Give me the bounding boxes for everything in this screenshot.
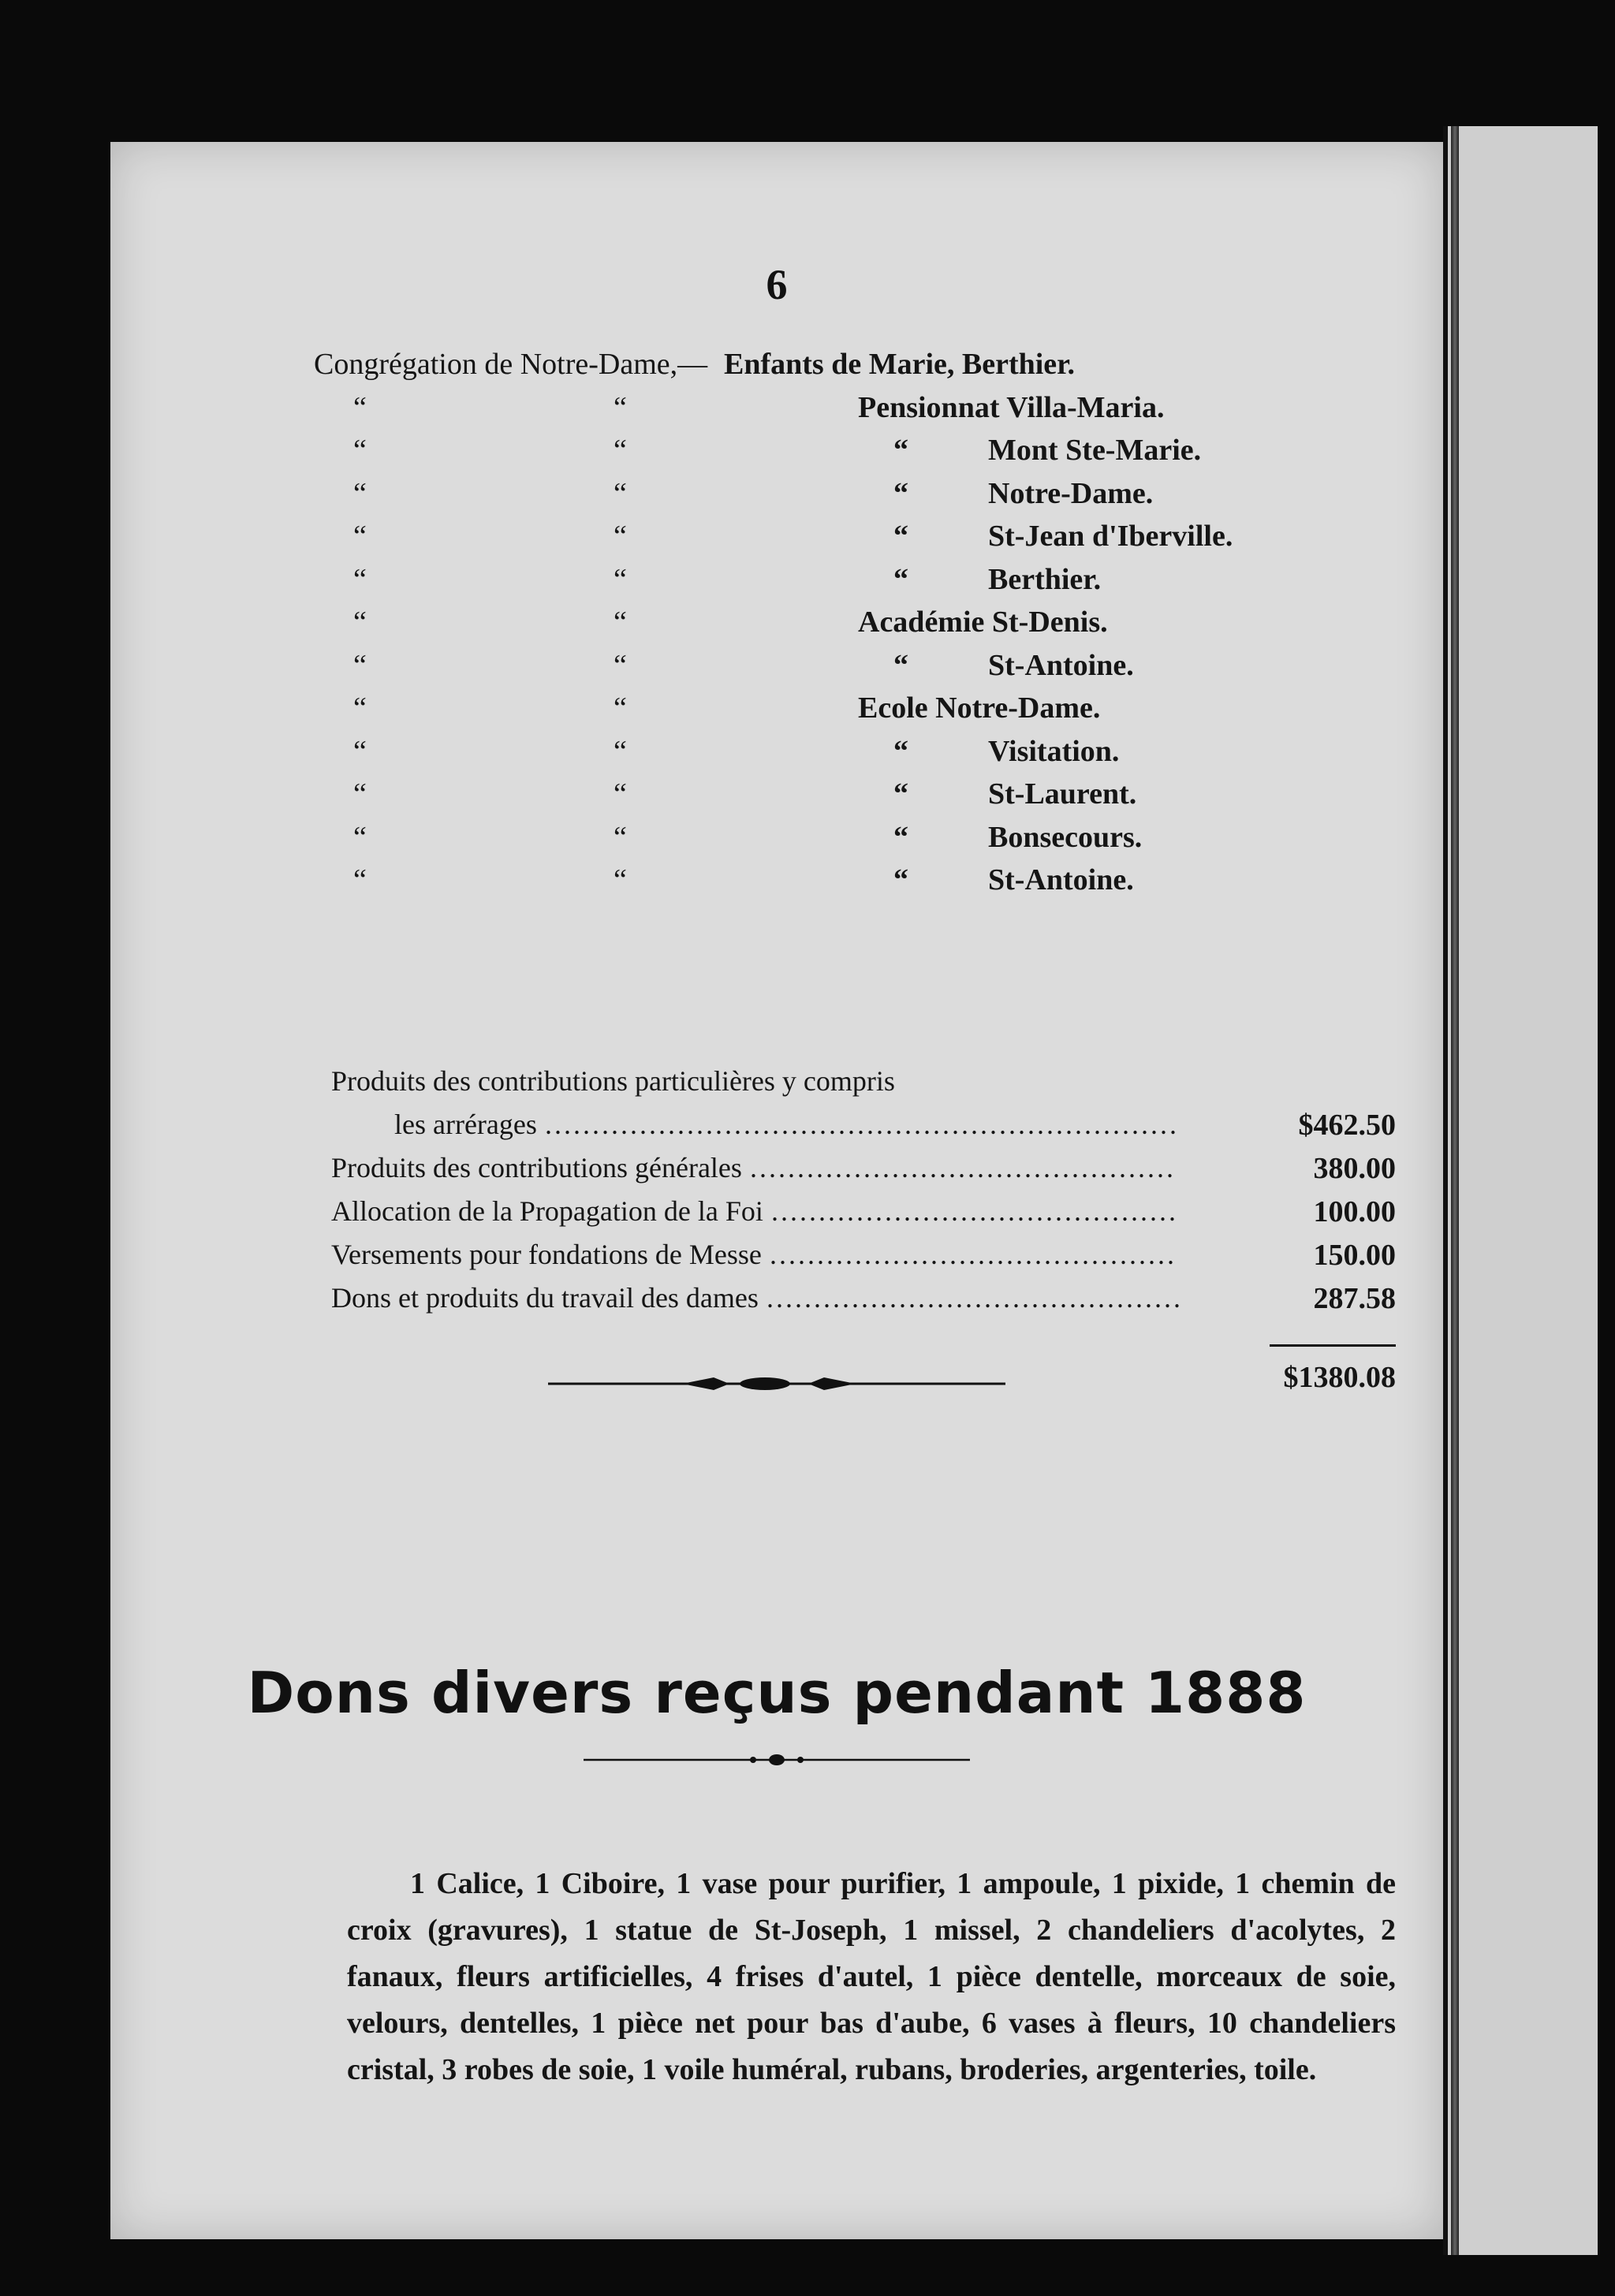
fund-amount: 380.00 [1313, 1152, 1396, 1185]
ditto-mark: “ [614, 562, 627, 596]
ditto-mark: “ [353, 777, 367, 811]
ditto-mark: “ [614, 777, 627, 811]
fund-row [331, 1238, 1396, 1281]
ditto-mark: “ [614, 434, 627, 467]
ditto-mark: “ [893, 734, 908, 768]
ditto-mark: “ [353, 476, 367, 510]
section-title: Dons divers reçus pendant 1888 [247, 1660, 1307, 1726]
ditto-mark: “ [614, 863, 627, 896]
book-page [110, 142, 1443, 2239]
institution-location: Notre-Dame. [988, 476, 1154, 510]
fund-label: Produits des contributions particulières y compris [331, 1065, 895, 1097]
institution-location: Bonsecours. [988, 820, 1143, 854]
ditto-mark: “ [893, 434, 908, 467]
ditto-mark: “ [893, 777, 908, 811]
congregation-row [314, 691, 1418, 734]
ditto-mark: “ [893, 562, 908, 596]
institution-location: St-Jean d'Iberville. [988, 520, 1233, 553]
institution-location: Visitation. [988, 734, 1120, 768]
ditto-mark: “ [353, 820, 367, 854]
ditto-mark: “ [353, 734, 367, 768]
congregation-row [314, 605, 1418, 648]
fund-label: Versements pour fondations de Messe [331, 1239, 762, 1270]
congregation-row [314, 648, 1418, 691]
institution-name: Ecole Notre-Dame. [858, 691, 1101, 725]
ditto-mark: “ [893, 648, 908, 682]
fund-amount: $462.50 [1298, 1109, 1396, 1142]
congregation-row [314, 433, 1418, 476]
ditto-mark: “ [353, 648, 367, 682]
fund-amount: 100.00 [1313, 1195, 1396, 1228]
fund-label: Dons et produits du travail des dames [331, 1282, 759, 1314]
congregation-list [314, 347, 1418, 906]
fund-label: Allocation de la Propagation de la Foi [331, 1195, 763, 1227]
ditto-mark: “ [614, 390, 627, 424]
ditto-mark: “ [614, 520, 627, 553]
ditto-mark: “ [353, 520, 367, 553]
ditto-mark: “ [353, 863, 367, 896]
total-rule [1270, 1344, 1396, 1347]
dot-leader: ............................................. [750, 1152, 1176, 1183]
fund-label: Produits des contributions générales [331, 1152, 742, 1183]
congregation-row [314, 777, 1418, 820]
dot-leader: ........................................... [770, 1239, 1177, 1270]
institution-name: Pensionnat Villa-Maria. [858, 390, 1165, 424]
ditto-mark: “ [353, 562, 367, 596]
ornament-divider-top [110, 1372, 1443, 1400]
ditto-mark: “ [614, 734, 627, 768]
gifts-paragraph: 1 Calice, 1 Ciboire, 1 vase pour purifier, 1 ampoule, 1 pixide, 1 chemin de croix (gravures), 1 statue de St-Joseph, 1 missel, 2 chandeliers d'acolytes, 2 fanaux, fleurs artificielles, 4 frises d'autel, 1 pièce dentelle, morceaux de soie, velours, dentelles, 1 pièce net pour bas d'aube, 6 vases à fleurs, 10 chandeliers cristal, 3 robes de soie, 1 voile huméral, rubans, broderies, argenteries, toile. [347, 1867, 1396, 2086]
ditto-mark: “ [893, 520, 908, 553]
ditto-mark: “ [353, 691, 367, 725]
congregation-row [314, 734, 1418, 777]
congregation-row [314, 562, 1418, 606]
fund-label: les arrérages [394, 1109, 537, 1140]
congregation-row [314, 476, 1418, 520]
ditto-mark: “ [353, 606, 367, 639]
congregation-header-row [314, 347, 1418, 390]
institution-location: St-Laurent. [988, 777, 1137, 811]
facing-page-edge [1443, 126, 1598, 2255]
fund-row [331, 1108, 1396, 1151]
fund-row [331, 1281, 1396, 1325]
ditto-mark: “ [893, 820, 908, 854]
ditto-mark: “ [353, 434, 367, 467]
institution-location: St-Antoine. [988, 648, 1134, 682]
ditto-mark: “ [614, 606, 627, 639]
ditto-mark: “ [893, 863, 908, 896]
dot-leader: ............................................ [766, 1282, 1183, 1314]
ditto-mark: “ [614, 820, 627, 854]
congregation-row [314, 820, 1418, 863]
congregation-header-right: Enfants de Marie, Berthier. [724, 348, 1076, 381]
institution-location: St-Antoine. [988, 863, 1134, 896]
book-spine [1451, 126, 1459, 2255]
ditto-mark: “ [893, 476, 908, 510]
ditto-mark: “ [614, 648, 627, 682]
institution-location: Mont Ste-Marie. [988, 434, 1202, 467]
fund-amount: 150.00 [1313, 1239, 1396, 1272]
total-amount: $1380.08 [1283, 1361, 1396, 1394]
congregation-row [314, 519, 1418, 562]
ditto-mark: “ [353, 390, 367, 424]
ditto-mark: “ [614, 476, 627, 510]
congregation-row [314, 863, 1418, 906]
institution-name: Académie St-Denis. [858, 606, 1108, 639]
dot-leader: ........................................... [771, 1195, 1178, 1227]
ditto-mark: “ [614, 691, 627, 725]
funds-table [331, 1064, 1396, 1394]
congregation-header-left: Congrégation de Notre-Dame,— [314, 348, 708, 381]
fund-row [331, 1195, 1396, 1238]
fund-row [331, 1064, 1396, 1108]
congregation-row [314, 390, 1418, 434]
page-number: 6 [766, 261, 788, 308]
fund-amount: 287.58 [1313, 1282, 1396, 1315]
fund-row [331, 1151, 1396, 1195]
ornament-divider-bottom [110, 1750, 1443, 1773]
institution-location: Berthier. [988, 562, 1102, 596]
dot-leader: ................................................................... [545, 1109, 1179, 1140]
